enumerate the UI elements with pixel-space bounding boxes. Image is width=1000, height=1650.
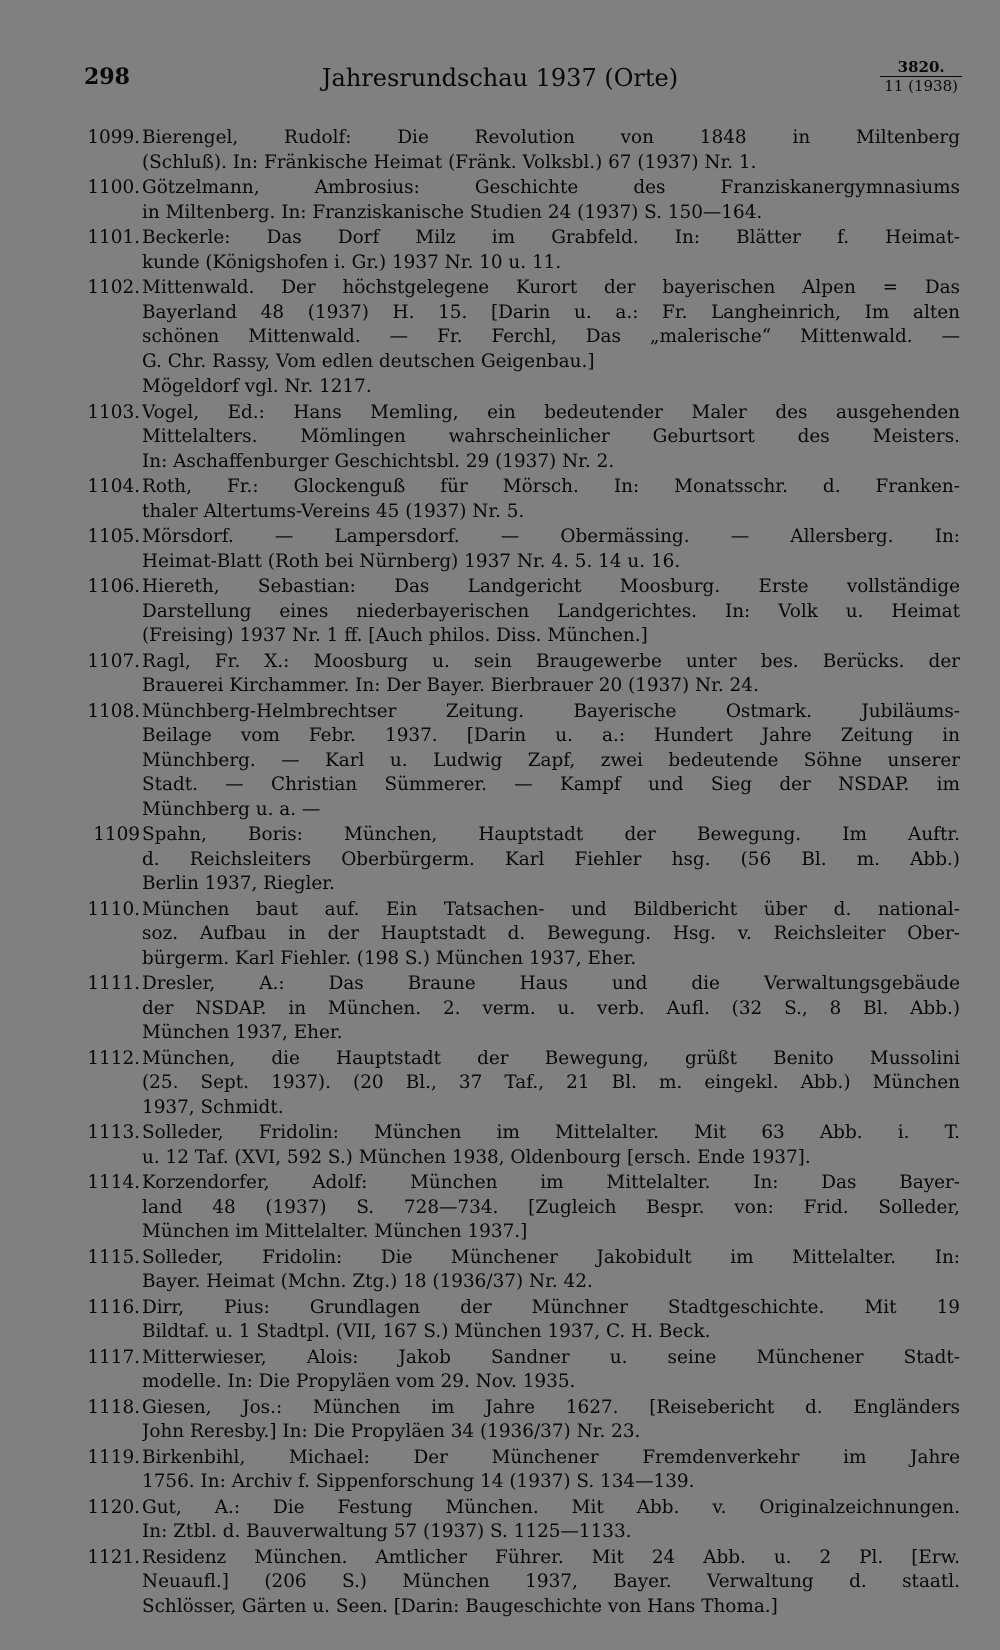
entry-text-line: Heimat-Blatt (Roth bei Nürnberg) 1937 Nr. 4. 5. 14 u. 16.	[142, 550, 681, 572]
entry-text-line: der NSDAP. in München. 2. verm. u. verb. Aufl. (32 S., 8 Bl. Abb.)	[142, 997, 960, 1019]
entry-number: 1101.	[87, 227, 140, 248]
entry-text-line: Götzelmann, Ambrosius: Geschichte des Franziskanergymnasiums	[142, 177, 960, 198]
entry-text-line: Korzendorfer, Adolf: München im Mittelalter. In: Das Bayer-	[142, 1172, 960, 1193]
issue-reference-bottom: 11 (1938)	[884, 77, 958, 95]
entry-text-line: Münchberg. — Karl u. Ludwig Zapf, zwei bedeutende Söhne unserer	[142, 749, 960, 771]
entry-text-line: Birkenbihl, Michael: Der Münchener Fremdenverkehr im Jahre	[142, 1446, 960, 1468]
entry-text-line: Solleder, Fridolin: München im Mittelalter. Mit 63 Abb. i. T.	[142, 1122, 960, 1143]
bibliography-entry	[87, 1121, 960, 1170]
issue-reference-top: 3820.	[880, 58, 962, 77]
entry-number: 1117.	[87, 1346, 140, 1368]
entry-text-line: Mörsdorf. — Lampersdorf. — Obermässing. — Allersberg. In:	[142, 526, 960, 547]
entry-text-line: 1937, Schmidt.	[142, 1096, 284, 1118]
bibliography-entry	[87, 700, 960, 823]
bibliography-entry	[87, 176, 960, 225]
bibliography-entry	[87, 401, 960, 475]
entry-text-line: schönen Mittenwald. — Fr. Ferchl, Das „malerische“ Mittenwald. —	[142, 326, 960, 347]
entry-text-line: in Miltenberg. In: Franziskanische Studien 24 (1937) S. 150—164.	[142, 201, 763, 223]
entry-text-line: Ragl, Fr. X.: Moosburg u. sein Braugewerbe unter bes. Berücks. der	[142, 650, 960, 672]
entry-text-line: Beckerle: Das Dorf Milz im Grabfeld. In: Blätter f. Heimat-	[142, 227, 960, 248]
bibliography-entry	[87, 1346, 960, 1395]
entry-text-line: G. Chr. Rassy, Vom edlen deutschen Geigenbau.]	[142, 350, 595, 372]
bibliography-entry	[87, 575, 960, 649]
entry-number: 1119.	[87, 1446, 140, 1468]
entry-text-line: bürgerm. Karl Fiehler. (198 S.) München 1937, Eher.	[142, 947, 637, 969]
issue-reference	[880, 58, 962, 95]
entry-number: 1113.	[87, 1122, 140, 1143]
entry-number: 1109	[93, 824, 140, 845]
entry-text-line: München 1937, Eher.	[142, 1022, 343, 1043]
entry-number: 1103.	[87, 401, 140, 423]
entry-text-line: Dresler, A.: Das Braune Haus und die Verwaltungsgebäude	[142, 973, 960, 994]
entry-text-line: München, die Hauptstadt der Bewegung, grüßt Benito Mussolini	[142, 1047, 960, 1069]
entry-text-line: thaler Altertums-Vereins 45 (1937) Nr. 5.	[142, 500, 525, 522]
entry-text-line: Bierengel, Rudolf: Die Revolution von 1848 in Miltenberg	[142, 127, 960, 148]
entry-number: 1115.	[87, 1246, 140, 1268]
bibliography-entry	[87, 650, 960, 699]
entry-text-line: Bildtaf. u. 1 Stadtpl. (VII, 167 S.) München 1937, C. H. Beck.	[142, 1321, 711, 1342]
entry-text-line: In: Ztbl. d. Bauverwaltung 57 (1937) S. 1125—1133.	[142, 1521, 632, 1542]
entry-text-line: Spahn, Boris: München, Hauptstadt der Bewegung. Im Auftr.	[142, 824, 960, 845]
bibliography-entry	[87, 1246, 960, 1295]
entry-number: 1111.	[87, 973, 140, 994]
entry-text-line: kunde (Königshofen i. Gr.) 1937 Nr. 10 u. 11.	[142, 251, 562, 273]
entry-number: 1121.	[87, 1546, 140, 1568]
entry-text-line: Münchberg-Helmbrechtser Zeitung. Bayerische Ostmark. Jubiläums-	[142, 700, 960, 722]
bibliography-entry	[87, 525, 960, 574]
bibliography-entry	[87, 226, 960, 275]
entry-text-line: Mögeldorf vgl. Nr. 1217.	[142, 376, 372, 397]
entry-number: 1108.	[87, 700, 140, 722]
page-number: 298	[84, 64, 130, 90]
entry-text-line: Mittenwald. Der höchstgelegene Kurort der bayerischen Alpen = Das	[142, 277, 960, 298]
entry-text-line: München im Mittelalter. München 1937.]	[142, 1221, 528, 1242]
bibliography-entry	[142, 375, 960, 400]
entry-number: 1110.	[87, 898, 140, 920]
entry-text-line: (Freising) 1937 Nr. 1 ff. [Auch philos. Diss. München.]	[142, 625, 648, 646]
entry-text-line: (25. Sept. 1937). (20 Bl., 37 Taf., 21 Bl. m. eingekl. Abb.) München	[142, 1072, 960, 1093]
entry-text-line: Bayer. Heimat (Mchn. Ztg.) 18 (1936/37) Nr. 42.	[142, 1271, 593, 1292]
entry-text-line: Berlin 1937, Riegler.	[142, 873, 335, 894]
entry-number: 1114.	[87, 1172, 140, 1193]
entry-number: 1099.	[87, 127, 140, 148]
entry-text-line: Hiereth, Sebastian: Das Landgericht Moosburg. Erste vollständige	[142, 576, 960, 597]
entry-text-line: Mittelalters. Mömlingen wahrscheinlicher Geburtsort des Meisters.	[142, 426, 960, 447]
bibliography-entry	[87, 1396, 960, 1445]
entry-number: 1102.	[87, 277, 140, 298]
bibliography-entry	[87, 276, 960, 374]
entry-text-line: d. Reichsleiters Oberbürgerm. Karl Fiehler hsg. (56 Bl. m. Abb.)	[142, 848, 960, 870]
entry-text-line: (Schluß). In: Fränkische Heimat (Fränk. Volksbl.) 67 (1937) Nr. 1.	[142, 151, 757, 173]
entry-text-line: Vogel, Ed.: Hans Memling, ein bedeutender Maler des ausgehenden	[142, 401, 960, 423]
bibliography-entry	[87, 1171, 960, 1245]
entry-text-line: Bayerland 48 (1937) H. 15. [Darin u. a.: Fr. Langheinrich, Im alten	[142, 301, 960, 323]
bibliography-entry	[87, 1296, 960, 1345]
entry-text-line: 1756. In: Archiv f. Sippenforschung 14 (1937) S. 134—139.	[142, 1471, 695, 1492]
entry-number: 1106.	[87, 576, 140, 597]
entry-text-line: Solleder, Fridolin: Die Münchener Jakobidult im Mittelalter. In:	[142, 1246, 960, 1268]
entry-text-line: Darstellung eines niederbayerischen Landgerichtes. In: Volk u. Heimat	[142, 600, 960, 622]
bibliography-entry	[87, 972, 960, 1046]
entry-text-line: land 48 (1937) S. 728—734. [Zugleich Bespr. von: Frid. Solleder,	[142, 1196, 960, 1218]
entry-number: 1112.	[87, 1047, 140, 1069]
page-header	[0, 58, 1000, 108]
entry-text-line: Dirr, Pius: Grundlagen der Münchner Stadtgeschichte. Mit 19	[142, 1296, 960, 1318]
entry-text-line: modelle. In: Die Propyläen vom 29. Nov. 1935.	[142, 1371, 576, 1392]
entry-text-line: Giesen, Jos.: München im Jahre 1627. [Reisebericht d. Engländers	[142, 1396, 960, 1418]
entry-number: 1116.	[87, 1296, 140, 1318]
entry-text-line: soz. Aufbau in der Hauptstadt d. Bewegung. Hsg. v. Reichsleiter Ober-	[142, 923, 960, 944]
entry-number: 1104.	[87, 476, 140, 497]
bibliography-entry	[87, 1496, 960, 1545]
entry-text-line: Neuaufl.] (206 S.) München 1937, Bayer. Verwaltung d. staatl.	[142, 1571, 960, 1592]
bibliography-entry	[87, 1446, 960, 1495]
entry-text-line: Münchberg u. a. —	[142, 798, 321, 820]
entry-number: 1105.	[87, 526, 140, 547]
entry-number: 1100.	[87, 177, 140, 198]
entry-text-line: Residenz München. Amtlicher Führer. Mit 24 Abb. u. 2 Pl. [Erw.	[142, 1546, 960, 1568]
bibliography-entry	[87, 475, 960, 524]
entry-text-line: Gut, A.: Die Festung München. Mit Abb. v. Originalzeichnungen.	[142, 1496, 960, 1518]
bibliography-entry	[87, 898, 960, 972]
bibliography-entry	[87, 1047, 960, 1121]
entry-text-line: Schlösser, Gärten u. Seen. [Darin: Baugeschichte von Hans Thoma.]	[142, 1595, 778, 1617]
entry-text-line: Brauerei Kirchammer. In: Der Bayer. Bierbrauer 20 (1937) Nr. 24.	[142, 675, 759, 696]
bibliography-entry	[87, 1546, 960, 1620]
page-title: Jahresrundschau 1937 (Orte)	[321, 64, 679, 92]
entry-number: 1120.	[87, 1496, 140, 1518]
bibliography-entry	[87, 126, 960, 175]
entry-text-line: Mitterwieser, Alois: Jakob Sandner u. seine Münchener Stadt-	[142, 1346, 960, 1368]
entry-text-line: John Reresby.] In: Die Propyläen 34 (1936/37) Nr. 23.	[142, 1421, 641, 1442]
entry-text-line: München baut auf. Ein Tatsachen- und Bildbericht über d. national-	[142, 898, 960, 920]
entry-number: 1118.	[87, 1396, 140, 1418]
entry-text-line: Beilage vom Febr. 1937. [Darin u. a.: Hundert Jahre Zeitung in	[142, 725, 960, 746]
bibliography-list	[0, 126, 1000, 1620]
entry-number: 1107.	[87, 650, 140, 672]
entry-text-line: Stadt. — Christian Sümmerer. — Kampf und Sieg der NSDAP. im	[142, 774, 960, 795]
entry-text-line: u. 12 Taf. (XVI, 592 S.) München 1938, Oldenbourg [ersch. Ende 1937].	[142, 1146, 811, 1168]
entry-text-line: In: Aschaffenburger Geschichtsbl. 29 (1937) Nr. 2.	[142, 450, 615, 472]
entry-text-line: Roth, Fr.: Glockenguß für Mörsch. In: Monatsschr. d. Franken-	[142, 476, 960, 497]
bibliography-entry	[93, 823, 960, 897]
